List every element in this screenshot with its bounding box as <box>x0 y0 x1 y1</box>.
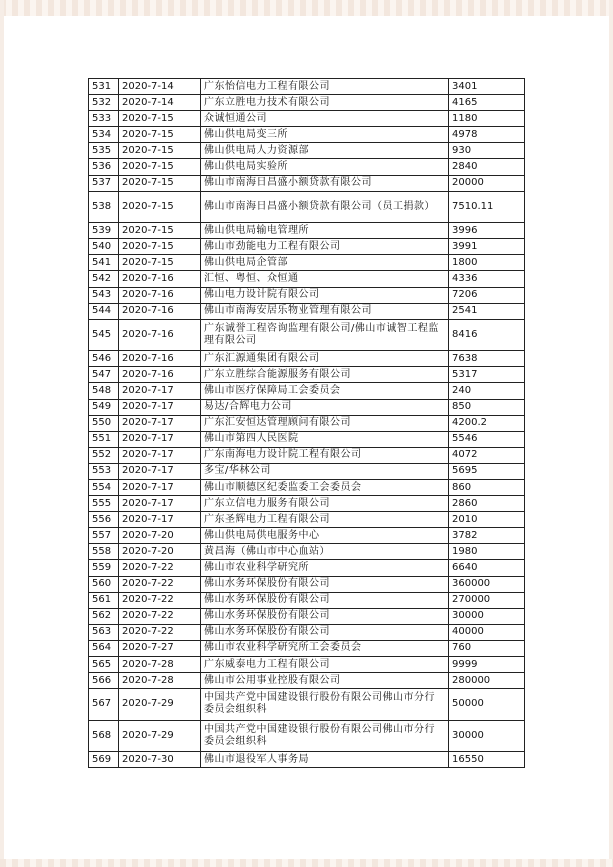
row-amount: 6640 <box>449 560 525 576</box>
table-row <box>89 752 525 768</box>
row-amount: 9999 <box>449 657 525 673</box>
row-amount: 3991 <box>449 239 525 255</box>
row-donor-name: 佛山市顺德区纪委监委工会委员会 <box>201 479 449 495</box>
table-row <box>89 689 525 721</box>
row-donor-name: 广东立信电力服务有限公司 <box>201 496 449 512</box>
row-amount: 2840 <box>449 159 525 175</box>
table-row <box>89 496 525 512</box>
row-donor-name: 佛山市劲能电力工程有限公司 <box>201 239 449 255</box>
table-row <box>89 415 525 431</box>
table-row <box>89 191 525 223</box>
table-row <box>89 159 525 175</box>
row-donor-name: 广东威泰电力工程有限公司 <box>201 657 449 673</box>
row-amount: 850 <box>449 399 525 415</box>
row-date: 2020-7-16 <box>119 287 201 303</box>
table-row <box>89 175 525 191</box>
row-number: 556 <box>89 512 119 528</box>
page-left-border <box>0 0 4 867</box>
row-amount: 1180 <box>449 111 525 127</box>
row-number: 546 <box>89 351 119 367</box>
row-amount: 360000 <box>449 576 525 592</box>
row-donor-name: 佛山供电局输电管理所 <box>201 223 449 239</box>
row-amount: 1980 <box>449 544 525 560</box>
row-number: 541 <box>89 255 119 271</box>
row-date: 2020-7-29 <box>119 720 201 752</box>
row-number: 563 <box>89 624 119 640</box>
row-number: 551 <box>89 431 119 447</box>
row-donor-name: 多宝/华林公司 <box>201 463 449 479</box>
table-row <box>89 255 525 271</box>
row-number: 533 <box>89 111 119 127</box>
row-number: 535 <box>89 143 119 159</box>
row-donor-name: 佛山供电局变三所 <box>201 127 449 143</box>
row-date: 2020-7-17 <box>119 415 201 431</box>
row-number: 564 <box>89 640 119 656</box>
row-amount: 4336 <box>449 271 525 287</box>
row-date: 2020-7-15 <box>119 191 201 223</box>
row-amount: 7638 <box>449 351 525 367</box>
row-amount: 16550 <box>449 752 525 768</box>
table-row <box>89 608 525 624</box>
row-date: 2020-7-17 <box>119 463 201 479</box>
row-amount: 4978 <box>449 127 525 143</box>
table-row <box>89 111 525 127</box>
table-row <box>89 79 525 95</box>
row-amount: 760 <box>449 640 525 656</box>
table-row <box>89 143 525 159</box>
row-donor-name: 佛山水务环保股份有限公司 <box>201 576 449 592</box>
row-number: 543 <box>89 287 119 303</box>
row-donor-name: 易达/合辉电力公司 <box>201 399 449 415</box>
row-donor-name: 广东汇源通集团有限公司 <box>201 351 449 367</box>
row-amount: 930 <box>449 143 525 159</box>
row-donor-name: 广东怡信电力工程有限公司 <box>201 79 449 95</box>
row-number: 557 <box>89 528 119 544</box>
row-number: 558 <box>89 544 119 560</box>
row-date: 2020-7-17 <box>119 447 201 463</box>
row-number: 540 <box>89 239 119 255</box>
row-amount: 5546 <box>449 431 525 447</box>
row-amount: 30000 <box>449 720 525 752</box>
row-donor-name: 广东立胜综合能源服务有限公司 <box>201 367 449 383</box>
table-row <box>89 720 525 752</box>
row-amount: 30000 <box>449 608 525 624</box>
table-row <box>89 271 525 287</box>
row-donor-name: 佛山市医疗保障局工会委员会 <box>201 383 449 399</box>
row-amount: 270000 <box>449 592 525 608</box>
row-number: 550 <box>89 415 119 431</box>
row-number: 542 <box>89 271 119 287</box>
row-amount: 40000 <box>449 624 525 640</box>
row-date: 2020-7-22 <box>119 576 201 592</box>
row-donor-name: 佛山供电局实验所 <box>201 159 449 175</box>
row-donor-name: 佛山市退役军人事务局 <box>201 752 449 768</box>
row-number: 553 <box>89 463 119 479</box>
row-number: 547 <box>89 367 119 383</box>
row-number: 539 <box>89 223 119 239</box>
row-date: 2020-7-16 <box>119 271 201 287</box>
row-date: 2020-7-17 <box>119 383 201 399</box>
row-amount: 7510.11 <box>449 191 525 223</box>
row-number: 549 <box>89 399 119 415</box>
row-date: 2020-7-29 <box>119 689 201 721</box>
row-date: 2020-7-15 <box>119 143 201 159</box>
row-number: 566 <box>89 673 119 689</box>
row-amount: 4200.2 <box>449 415 525 431</box>
row-amount: 3401 <box>449 79 525 95</box>
row-date: 2020-7-15 <box>119 239 201 255</box>
table-row <box>89 463 525 479</box>
table-row <box>89 351 525 367</box>
donation-table-body <box>89 79 525 768</box>
row-date: 2020-7-20 <box>119 528 201 544</box>
row-amount: 280000 <box>449 673 525 689</box>
table-row <box>89 624 525 640</box>
row-date: 2020-7-22 <box>119 592 201 608</box>
table-row <box>89 95 525 111</box>
table-row <box>89 673 525 689</box>
row-number: 561 <box>89 592 119 608</box>
table-row <box>89 127 525 143</box>
row-date: 2020-7-14 <box>119 95 201 111</box>
row-number: 552 <box>89 447 119 463</box>
row-donor-name: 广东诚誉工程咨询监理有限公司/佛山市诚智工程监理有限公司 <box>201 319 449 351</box>
row-donor-name: 广东圣辉电力工程有限公司 <box>201 512 449 528</box>
row-amount: 20000 <box>449 175 525 191</box>
row-amount: 3782 <box>449 528 525 544</box>
row-amount: 8416 <box>449 319 525 351</box>
row-donor-name: 黄昌海（佛山市中心血站） <box>201 544 449 560</box>
row-donor-name: 佛山市南海日昌盛小额贷款有限公司（员工捐款） <box>201 191 449 223</box>
row-date: 2020-7-16 <box>119 367 201 383</box>
row-amount: 4165 <box>449 95 525 111</box>
row-amount: 5317 <box>449 367 525 383</box>
row-number: 555 <box>89 496 119 512</box>
row-amount: 860 <box>449 479 525 495</box>
row-donor-name: 佛山供电局人力资源部 <box>201 143 449 159</box>
table-row <box>89 447 525 463</box>
row-date: 2020-7-15 <box>119 223 201 239</box>
row-amount: 2541 <box>449 303 525 319</box>
row-number: 538 <box>89 191 119 223</box>
row-amount: 240 <box>449 383 525 399</box>
row-date: 2020-7-17 <box>119 431 201 447</box>
row-donor-name: 佛山市农业科学研究所 <box>201 560 449 576</box>
table-row <box>89 576 525 592</box>
row-number: 567 <box>89 689 119 721</box>
table-row <box>89 657 525 673</box>
table-row <box>89 528 525 544</box>
row-donor-name: 众诚恒通公司 <box>201 111 449 127</box>
row-amount: 5695 <box>449 463 525 479</box>
row-donor-name: 广东立胜电力技术有限公司 <box>201 95 449 111</box>
row-date: 2020-7-15 <box>119 111 201 127</box>
row-donor-name: 佛山供电局企管部 <box>201 255 449 271</box>
row-donor-name: 广东南海电力设计院工程有限公司 <box>201 447 449 463</box>
row-amount: 50000 <box>449 689 525 721</box>
row-number: 548 <box>89 383 119 399</box>
row-date: 2020-7-15 <box>119 127 201 143</box>
row-date: 2020-7-22 <box>119 624 201 640</box>
table-row <box>89 303 525 319</box>
donation-table <box>88 78 525 768</box>
row-date: 2020-7-15 <box>119 159 201 175</box>
row-donor-name: 汇恒、粤恒、众恒通 <box>201 271 449 287</box>
table-row <box>89 367 525 383</box>
table-row <box>89 592 525 608</box>
row-donor-name: 中国共产党中国建设银行股份有限公司佛山市分行委员会组织科 <box>201 720 449 752</box>
row-date: 2020-7-28 <box>119 673 201 689</box>
row-number: 537 <box>89 175 119 191</box>
page-bottom-border <box>0 859 613 867</box>
table-row <box>89 479 525 495</box>
row-date: 2020-7-17 <box>119 479 201 495</box>
row-amount: 1800 <box>449 255 525 271</box>
row-donor-name: 佛山供电局供电服务中心 <box>201 528 449 544</box>
row-number: 569 <box>89 752 119 768</box>
row-date: 2020-7-16 <box>119 351 201 367</box>
row-date: 2020-7-30 <box>119 752 201 768</box>
table-row <box>89 399 525 415</box>
row-donor-name: 佛山市农业科学研究所工会委员会 <box>201 640 449 656</box>
row-date: 2020-7-27 <box>119 640 201 656</box>
row-amount: 7206 <box>449 287 525 303</box>
row-number: 534 <box>89 127 119 143</box>
row-date: 2020-7-15 <box>119 175 201 191</box>
row-donor-name: 佛山市公用事业控股有限公司 <box>201 673 449 689</box>
table-row <box>89 512 525 528</box>
row-number: 562 <box>89 608 119 624</box>
row-amount: 4072 <box>449 447 525 463</box>
table-row <box>89 223 525 239</box>
page-right-border <box>609 0 613 867</box>
row-donor-name: 中国共产党中国建设银行股份有限公司佛山市分行委员会组织科 <box>201 689 449 721</box>
table-row <box>89 319 525 351</box>
row-amount: 2010 <box>449 512 525 528</box>
page-top-border <box>0 0 613 16</box>
row-donor-name: 佛山市南海日昌盛小额贷款有限公司 <box>201 175 449 191</box>
row-number: 532 <box>89 95 119 111</box>
row-number: 545 <box>89 319 119 351</box>
row-donor-name: 佛山水务环保股份有限公司 <box>201 624 449 640</box>
table-row <box>89 287 525 303</box>
row-number: 565 <box>89 657 119 673</box>
row-date: 2020-7-17 <box>119 496 201 512</box>
row-donor-name: 佛山市第四人民医院 <box>201 431 449 447</box>
row-date: 2020-7-16 <box>119 319 201 351</box>
row-donor-name: 佛山水务环保股份有限公司 <box>201 608 449 624</box>
row-date: 2020-7-14 <box>119 79 201 95</box>
row-donor-name: 佛山市南海安居乐物业管理有限公司 <box>201 303 449 319</box>
row-date: 2020-7-28 <box>119 657 201 673</box>
row-date: 2020-7-17 <box>119 512 201 528</box>
table-row <box>89 560 525 576</box>
row-date: 2020-7-17 <box>119 399 201 415</box>
row-date: 2020-7-22 <box>119 560 201 576</box>
row-date: 2020-7-22 <box>119 608 201 624</box>
row-donor-name: 佛山电力设计院有限公司 <box>201 287 449 303</box>
row-date: 2020-7-15 <box>119 255 201 271</box>
row-amount: 2860 <box>449 496 525 512</box>
table-row <box>89 383 525 399</box>
table-row <box>89 640 525 656</box>
row-date: 2020-7-16 <box>119 303 201 319</box>
row-amount: 3996 <box>449 223 525 239</box>
row-donor-name: 广东汇安恒达管理顾问有限公司 <box>201 415 449 431</box>
row-number: 560 <box>89 576 119 592</box>
table-row <box>89 239 525 255</box>
row-number: 559 <box>89 560 119 576</box>
row-number: 544 <box>89 303 119 319</box>
row-number: 554 <box>89 479 119 495</box>
row-number: 568 <box>89 720 119 752</box>
table-row <box>89 544 525 560</box>
row-number: 536 <box>89 159 119 175</box>
row-donor-name: 佛山水务环保股份有限公司 <box>201 592 449 608</box>
row-date: 2020-7-20 <box>119 544 201 560</box>
table-row <box>89 431 525 447</box>
row-number: 531 <box>89 79 119 95</box>
